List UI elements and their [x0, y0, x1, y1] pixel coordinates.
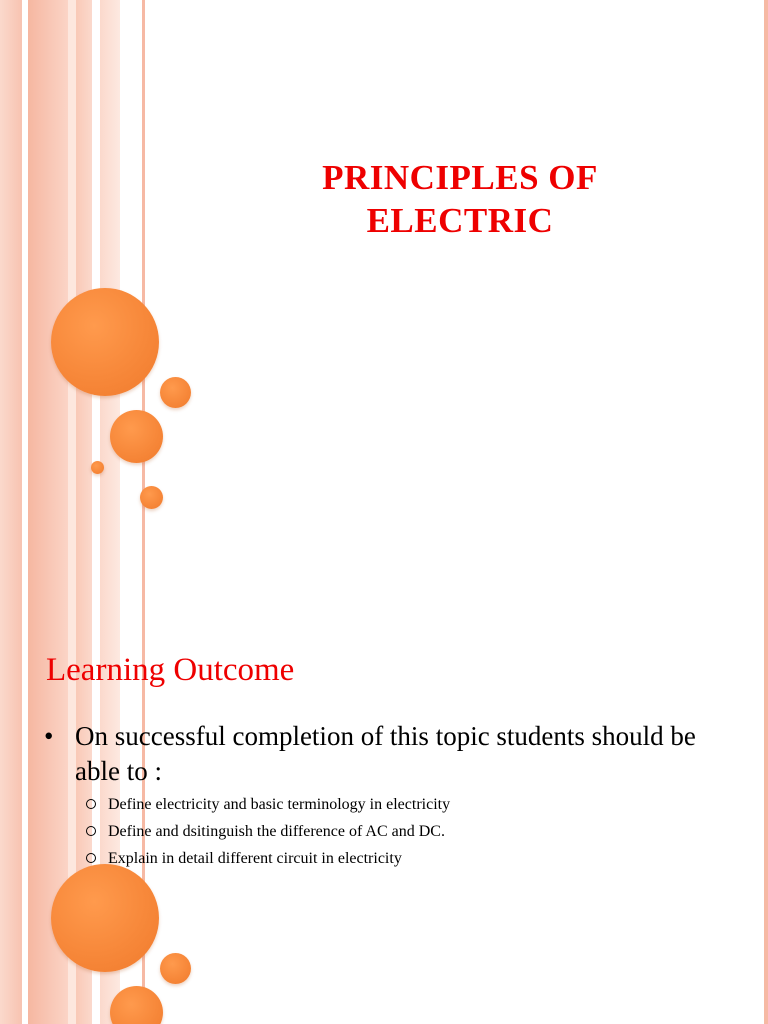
orange-circle-icon [140, 486, 163, 509]
decor-stripe [120, 0, 142, 576]
sub-bullet-item [86, 845, 450, 872]
orange-circle-icon [110, 986, 163, 1024]
hollow-circle-icon [86, 853, 96, 863]
title-line-1: PRINCIPLES OF [322, 158, 598, 197]
decor-stripe [28, 0, 68, 576]
slide-heading: Learning Outcome [46, 652, 295, 688]
bullet-icon: • [44, 721, 54, 751]
orange-circle-icon [160, 377, 191, 408]
decor-stripe [0, 576, 22, 1024]
sub-bullet-item [86, 791, 450, 818]
decor-edge-line [764, 0, 768, 576]
sub-bullet-list [86, 791, 450, 872]
decor-stripe [76, 0, 92, 576]
sub-bullet-item [86, 818, 450, 845]
slide-title [230, 156, 690, 242]
title-line-2: ELECTRIC [366, 201, 554, 240]
hollow-circle-icon [86, 799, 96, 809]
bullet-item [44, 719, 715, 789]
sub-bullet-text: Define and dsitinguish the difference of AC and DC. [108, 823, 445, 840]
sub-bullet-text: Define electricity and basic terminology in electricity [108, 796, 451, 813]
hollow-circle-icon [86, 826, 96, 836]
orange-circle-icon [110, 410, 163, 463]
decor-stripe [0, 0, 22, 576]
decor-stripe [28, 576, 68, 1024]
sub-bullet-text: Explain in detail different circuit in electricity [108, 850, 402, 867]
orange-circle-icon [160, 953, 191, 984]
orange-circle-icon [51, 864, 159, 972]
learning-outcome-slide [0, 576, 768, 1024]
orange-circle-icon [91, 461, 104, 474]
orange-circle-icon [51, 288, 159, 396]
decor-edge-line [764, 576, 768, 1024]
decor-stripe [68, 0, 76, 576]
bullet-text: On successful completion of this topic students should be able to : [75, 721, 696, 786]
